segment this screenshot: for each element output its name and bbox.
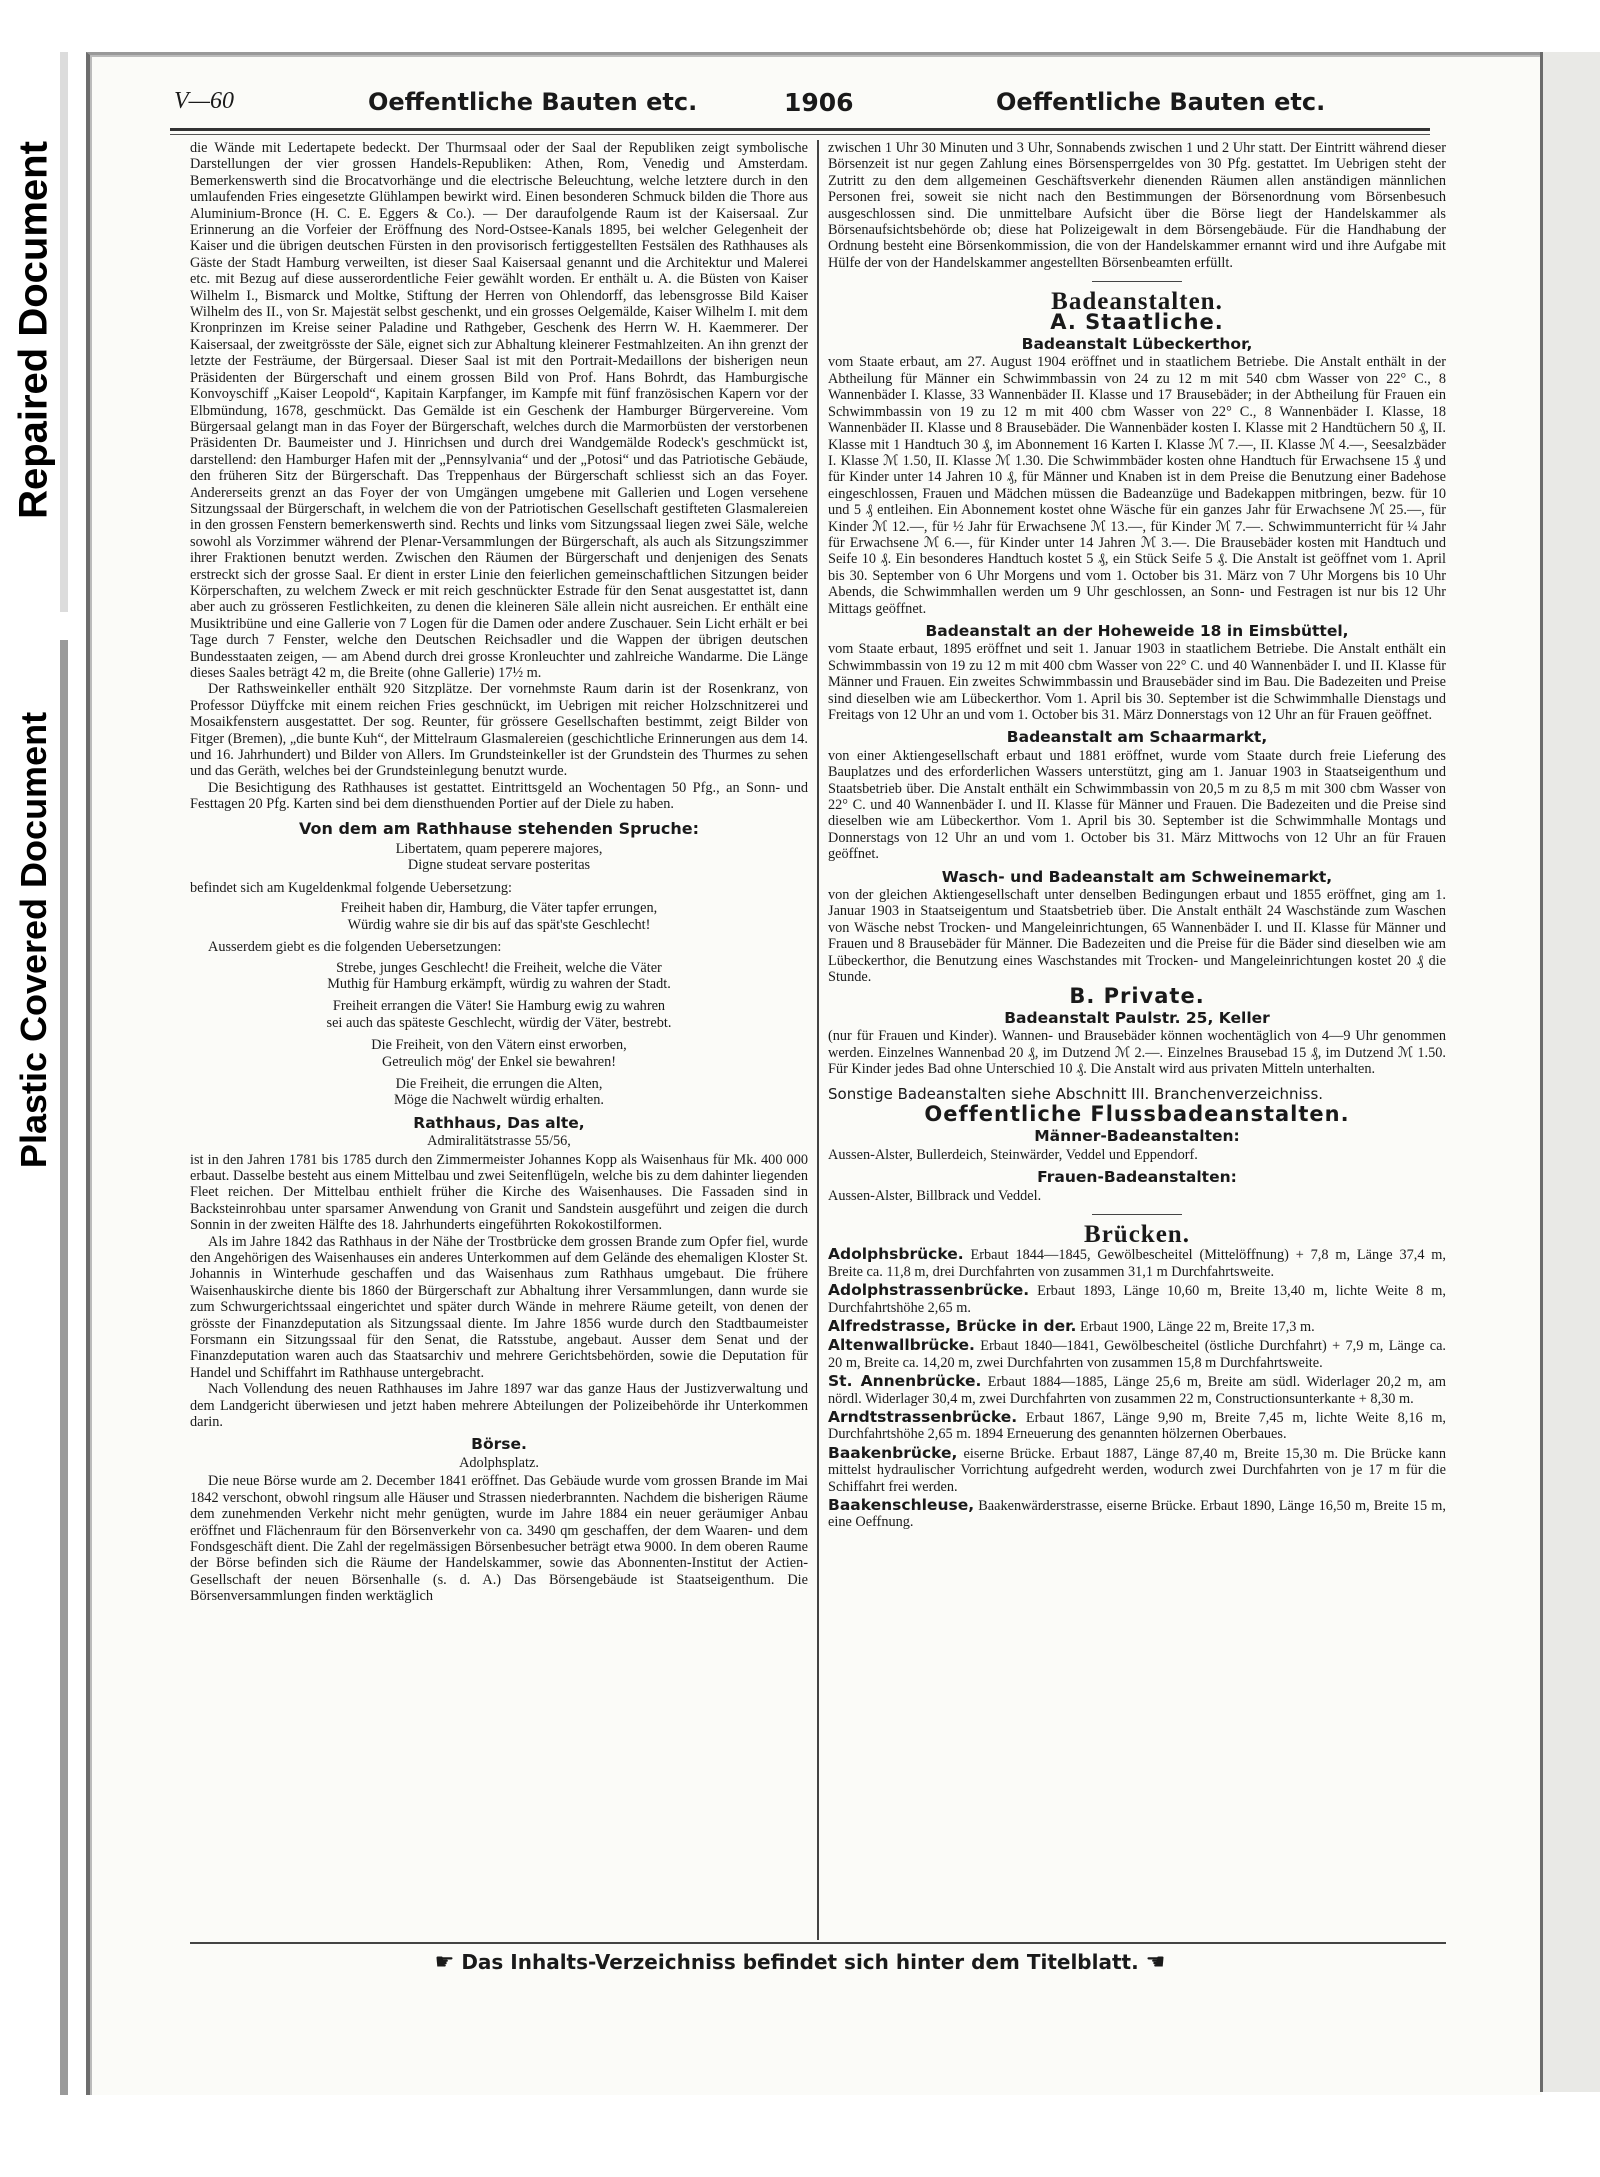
- cross-reference: Sonstige Badeanstalten siehe Abschnitt III. Branchenverzeichniss.: [828, 1084, 1324, 1103]
- rathhaus-alte-address: Admiralitätstrasse 55/56,: [427, 1133, 571, 1150]
- footer-rule: [190, 1942, 1446, 1944]
- bridge-text: Erbaut 1840—1841, Gewölbescheitel (östliche Durchfahrt) + 7,9 m, Länge ca. 20 m, Breite ca. 14,20 m, zwei Durchfahrten von zusammen 15,8 m Durchfahrtsweite.: [828, 1338, 1447, 1371]
- bridge-entry: [828, 1246, 1446, 1280]
- bridge-text: Erbaut 1893, Länge 10,60 m, Breite 13,40 m, lichte Weite 8 m, Durchfahrtshöhe 2,65 m.: [828, 1283, 1446, 1316]
- bath-description: (nur für Frauen und Kinder). Wannen- und Brausebäder können wochentäglich von 4—9 Uhr genommen werden. Einzelnes Wannenbad 20 ₰, im Dutzend ℳ 2.—. Einzelnes Brausebad 15 ₰, im Dutzend ℳ 1.50. Für Kinder jedes Bad ohne Unterschied 10 ₰. Die Anstalt wird aus privaten Mitteln unterhalten.: [828, 1028, 1446, 1078]
- spruch-heading: Von dem am Rathhause stehenden Spruche:: [298, 818, 700, 838]
- bridge-text: Baakenwärderstrasse, eiserne Brücke. Erbaut 1890, Länge 16,50 m, Breite 15 m, eine Oeffnung.: [828, 1498, 1446, 1531]
- bridge-text: Erbaut 1900, Länge 22 m, Breite 17,3 m.: [1080, 1319, 1315, 1335]
- paragraph: Die Besichtigung des Rathhauses ist gestattet. Eintrittsgeld an Wochentagen 50 Pfg., an Sonn- und Festtagen 20 Pfg. Karten sind bei dem diensthuenden Portier auf der Diele zu haben.: [190, 779, 808, 813]
- bridge-name: Adolphsbrücke.: [828, 1245, 964, 1264]
- bridge-entry: [828, 1318, 1446, 1335]
- column-divider: [817, 140, 819, 1940]
- section-divider: [1092, 281, 1182, 282]
- latin-verse: [190, 841, 808, 874]
- bridge-name: Baakenschleuse,: [828, 1496, 975, 1515]
- translation-1: [190, 960, 808, 993]
- paragraph: Die neue Börse wurde am 2. December 1841 eröffnet. Das Gebäude wurde vom grossen Brande im Mai 1842 verschont, obwohl ringsum alle Häuser und Strassen niederbrannten. Nachdem die bisherigen Räume dem zunehmenden Verkehr nicht mehr genügten, wurde im Jahre 1884 ein neuer geräumiger Anbau eröffnet und Flächenraum für den Börsenverkehr von ca. 3490 qm geschaffen, der dem Waaren- und dem Fondsgeschäft dient. Die Zahl der regelmässigen Börsenbesucher beträgt etwa 9000. In dem oberen Raume der Börse befinden sich die Räume der Handelskammer, sowie das Abonnenten-Institut der Actien-Gesellschaft der neuen Börsenhalle (s. d. A.) Das Börsengebäude ist Staatseigenthum. Die Börsenversammlungen finden werktäglich: [190, 1473, 808, 1605]
- bridge-name: St. Annenbrücke.: [828, 1372, 982, 1391]
- right-column: [828, 140, 1446, 1533]
- staatliche-heading: A. Staatliche.: [1050, 309, 1224, 334]
- verse-line: Würdig wahre sie dir bis auf das spät'ste Geschlecht!: [347, 916, 651, 933]
- bottom-margin: [0, 2095, 1600, 2177]
- translation-4: [190, 1076, 808, 1109]
- translation-3: [190, 1037, 808, 1070]
- header-year: 1906: [784, 88, 854, 117]
- bridge-entry: [828, 1445, 1446, 1495]
- sidebar: [0, 0, 68, 2177]
- header-rule-thin: [170, 134, 1430, 135]
- bridge-name: Arndtstrassenbrücke.: [828, 1408, 1018, 1427]
- translation-2: [190, 998, 808, 1031]
- bath-description: vom Staate erbaut, am 27. August 1904 eröffnet und in staatlichem Betriebe. Die Anstalt enthält in der Abtheilung für Männer ein Schwimmbassin von 24 zu 12 m mit 540 cbm Wasser von 22° C., 8 Wannenbäder I. Klasse, 33 Wannenbäder II. Klasse und 17 Brausebäder; in der Abtheilung für Frauen ein Schwimmbassin von 19 zu 12 m mit 400 cbm Wasser von 22° C., 8 Wannenbäder I. Klasse, 18 Wannenbäder II. Klasse und 8 Brausebäder. Die Wannenbäder kosten I. Klasse mit 2 Handtüchern 50 ₰, II. Klasse mit 1 Handtuch 30 ₰, im Abonnement 16 Karten I. Klasse ℳ 7.—, II. Klasse ℳ 4.—, Seesalzbäder I. Klasse ℳ 1.50, II. Klasse ℳ 1.30. Die Schwimmbäder kosten ohne Handtuch für Erwachsene 15 ₰ und für Kinder unter 14 Jahren 10 ₰, für Männer und Knaben ist in dem Preise die Benutzung einer Badehose eingeschlossen, Frauen und Mädchen müssen die Badeanzüge und Badekappen mitbringen, bezw. für 10 und 5 ₰ entleihen. Ein Abonnement kostet ohne Wäsche für ein ganzes Jahr für Erwachsene ℳ 25.—, für Kinder ℳ 12.—, für ½ Jahr für Erwachsene ℳ 13.—, für Kinder ℳ 7.—. Schwimmunterricht für ¼ Jahr für Erwachsene ℳ 6.—, für Kinder unter 14 Jahren ℳ 3.—. Die Brausebäder kosten mit Handtuch und Seife 10 ₰. Ein besonderes Handtuch kostet 5 ₰, ein Stück Seife 5 ₰. Die Anstalt ist geöffnet vom 1. April bis 30. September von 6 Uhr Morgens und vom 1. October bis 31. März von 7 Uhr Morgens bis 10 Uhr Abends, die Schwimmhallen werden um 9 Uhr geschlossen, an Sonn- und Festragen ist nur bis 12 Uhr Mittags geöffnet.: [828, 354, 1446, 617]
- bridge-entry: [828, 1373, 1446, 1407]
- bridge-text: Erbaut 1867, Länge 9,90 m, Breite 7,45 m, lichte Weite 8,16 m, Durchfahrtshöhe 2,65 m. 1894 Erneuerung des genannten hölzernen Oberbaues.: [828, 1410, 1447, 1443]
- bath-heading: Wasch- und Badeanstalt am Schweinemarkt,: [941, 867, 1333, 886]
- bridge-entry: [828, 1497, 1446, 1531]
- verse-line: Muthig für Hamburg erkämpft, würdig zu wahren der Stadt.: [327, 975, 671, 992]
- kugel-verse: [190, 900, 808, 933]
- badeanstalten-heading: Badeanstalten.: [1051, 288, 1223, 316]
- paragraph: Nach Vollendung des neuen Rathhauses im Jahre 1897 war das ganze Haus der Justizverwaltung und dem Landgericht überwiesen und jetzt haben mehrere Abteilungen der Polizeibehörde ihr Unterkommen darin.: [190, 1381, 808, 1431]
- boerse-heading: Börse.: [471, 1435, 527, 1454]
- verse-line: Freiheit errangen die Väter! Sie Hamburg ewig zu wahren: [332, 998, 666, 1015]
- bridge-name: Alfredstrasse, Brücke in der.: [828, 1317, 1077, 1335]
- bridge-name: Adolphstrassenbrücke.: [828, 1281, 1030, 1300]
- bridge-name: Altenwallbrücke.: [828, 1336, 975, 1355]
- kugel-intro: befindet sich am Kugeldenkmal folgende Uebersetzung:: [190, 879, 512, 896]
- header-title-right: Oeffentliche Bauten etc.: [996, 88, 1326, 116]
- bridge-name: Baakenbrücke,: [828, 1443, 958, 1462]
- left-column: [190, 140, 808, 1605]
- sidebar-divider-bottom: [60, 640, 68, 2100]
- verse-line: Freiheit haben dir, Hamburg, die Väter tapfer errungen,: [340, 900, 658, 917]
- bridge-entry: [828, 1337, 1446, 1371]
- frauen-list: Aussen-Alster, Billbrack und Veddel.: [828, 1187, 1042, 1204]
- verse-line: sei auch das späteste Geschlecht, würdig der Väter, bestrebt.: [326, 1014, 672, 1031]
- maenner-list: Aussen-Alster, Bullerdeich, Steinwärder, Veddel und Eppendorf.: [828, 1146, 1198, 1163]
- verse-line: Die Freiheit, von den Vätern einst erworben,: [371, 1037, 627, 1054]
- bridge-text: Erbaut 1884—1885, Länge 25,6 m, Breite am südl. Widerlager 20,2 m, am nördl. Widerlager 30,4 m, zwei Durchfahrten von zusammen 22 m, Constructionsunterkante + 8,30 m.: [828, 1374, 1446, 1407]
- bridge-entry: [828, 1282, 1446, 1316]
- verse-line: Die Freiheit, die errungen die Alten,: [395, 1075, 603, 1092]
- ausserdem-intro: Ausserdem giebt es die folgenden Uebersetzungen:: [208, 939, 502, 956]
- bridge-text: eiserne Brücke. Erbaut 1887, Länge 87,40 m, Breite 15,30 m. Die Brücke kann mittelst hydraulischer Vorrichtung aufgedreht werden, wodurch zwei Durchfahrten von je 17 m für die Schiffahrt frei werden.: [828, 1445, 1447, 1495]
- repaired-document-label: Repaired Document: [11, 141, 56, 519]
- sidebar-divider-top: [60, 52, 68, 612]
- verse-line: Libertatem, quam peperere majores,: [395, 841, 603, 858]
- frauen-heading: Frauen-Badeanstalten:: [1037, 1168, 1237, 1187]
- paragraph: Der Rathsweinkeller enthält 920 Sitzplätze. Der vornehmste Raum darin ist der Rosenkranz, von Professor Düyffcke mit einem reichen Fries geschnückt, im Uebrigen mit reicher Holzschnitzerei und Mosaikfenstern ausgestattet. Der sog. Reunter, für grössere Gesellschaften bestimmt, zeigt Bilder von Fitger (Bremen), „die bunte Kuh“, der Mittelraum Glasmalereien (geschichtliche Erinnerungen aus dem 14. und 16. Jahrhundert) und Bilder von Allers. Im Grundsteinkeller ist der Grundstein des Thurmes zu sehen und das Geräth, welches bei der Grundsteinlegung benutzt wurde.: [190, 681, 808, 780]
- verse-line: Digne studeat servare posteritas: [407, 857, 591, 874]
- header-title-left: Oeffentliche Bauten etc.: [368, 88, 698, 116]
- verse-line: Möge die Nachwelt würdig erhalten.: [393, 1092, 604, 1109]
- footer-note: [0, 1950, 1600, 1975]
- pointing-hand-right-icon: ☛: [434, 1950, 455, 1975]
- bath-description: vom Staate erbaut, 1895 eröffnet und seit 1. Januar 1903 in staatlichem Betriebe. Die Anstalt enthält ein Schwimmbassin von 19 zu 12 m mit 400 cbm Wasser von 22° C. und 40 Wannenbäder I. und II. Klasse für Männer und Frauen. Ein zweites Schwimmbassin und Brausebäder sind im Bau. Die Badezeiten und Preise sind dieselben wie am Lübeckerthor. Vom 1. April bis 30. September ist die Schwimmhalle Dienstags und Freitags von 12 Uhr an und vom 1. October bis 31. März Donnerstags von 12 Uhr an für Frauen geöffnet.: [828, 641, 1446, 723]
- boerse-address: Adolphsplatz.: [459, 1454, 539, 1471]
- pointing-hand-left-icon: ☚: [1145, 1950, 1166, 1975]
- private-heading: B. Private.: [1069, 983, 1205, 1008]
- bridge-entry: [828, 1409, 1446, 1443]
- header-rule: [170, 128, 1430, 131]
- fluss-heading: Oeffentliche Flussbadeanstalten.: [924, 1101, 1350, 1126]
- maenner-heading: Männer-Badeanstalten:: [1034, 1127, 1240, 1146]
- bruecken-heading: Brücken.: [1084, 1220, 1190, 1248]
- paragraph: ist in den Jahren 1781 bis 1785 durch den Zimmermeister Johannes Kopp als Waisenhaus für Mk. 400 000 erbaut. Dasselbe besteht aus einem Mittelbau und zwei Seitenflügeln, welche bis zu dem dahinter liegenden Fleet reichen. Der Mittelbau enthielt früher die Kirche des Waisenhauses. Die Fassaden sind in Backsteinrohbau unter sparsamer Anwendung von Granit und Sandstein ausgeführt und zeigen die durch Sonnin in der zweiten Hälfte des 18. Jahrhunderts eingeführten Rokokostilformen.: [190, 1151, 808, 1234]
- paragraph: die Wände mit Ledertapete bedeckt. Der Thurmsaal oder der Saal der Republiken zeigt symbolische Darstellungen der vier grossen Handels-Republiken: Athen, Rom, Venedig und Amsterdam. Bemerkenswerth sind die Brocatvorhänge und die electrische Beleuchtung, welche letztere durch in den umlaufenden Fries eingesetzte Glühlampen bewirkt wird. Einen besonderen Schmuck bilden die Thore aus Aluminium-Bronce (H. C. E. Eggers & Co.). — Der daraufolgende Raum ist der Kaisersaal. Zur Erinnerung an die Vorfeier der Eröffnung des Nord-Ostsee-Kanals 1895, bei welcher Gelegenheit der Kaiser und die übrigen deutschen Fürsten in den provisorisch fertiggestellten Festsälen des Rathhauses als Gäste der Stadt Hamburg verweilten, ist dieser Saal Kaisersaal genannt und die Architektur und Malerei etc. mit Bezug auf diese ausserordentliche Feier gewählt worden. Er enthält u. A. die Büsten von Kaiser Wilhelm I., Bismarck und Moltke, Stiftung der Herren von Ohlendorff, das lebensgrosse Bild Kaiser Wilhelm des II., von Sr. Majestät selbst geschenkt, und ein grosses Oelgemälde, Kaiser Wilhelm I. mit dem Kronprinzen im Kreise seiner Paladine und Rathgeber, Geschenk des Herrn W. H. Kaemmerer. Der Kaisersaal, der zweitgrösste der Säle, eignet sich zur Abhaltung kleinerer Festmahlzeiten. An ihn grenzt der letzte der Festräume, der Bürgersaal. Dieser Saal ist mit den Portrait-Medaillons der bisherigen neun Präsidenten der Bürgerschaft und einem grossen Bild von Prof. Hans Bohrdt, das Hamburgische Konvoyschiff „Kaiser Leopold“, Kapitain Karpfanger, im Kampfe mit fünf französischen Kapern vor der Elbmündung, 1678, geschmückt. Das Gemälde ist ein Geschenk der Hamburger Bürgervereine. Vom Bürgersaal gelangt man in das Foyer der Bürgerschaft, welches durch die Marmorbüsten der verstorbenen Präsidenten Dr. Baumeister und J. Hinrichsen und durch drei Wandgemälde Rodeck's geschmückt ist, darstellend: den Hamburger Hafen mit der „Pennsylvania“ und der „Potosi“ und das Patriotische Gebäude, den früheren Sitz der Bürgerschaft. Das Treppenhaus der Bürgerschaft schliesst sich an das Foyer. Andererseits grenzt an das Foyer der von Umgängen umgebene mit Gallerien und Logen versehene Sitzungssaal der Bürgerschaft, in welchem die von der Patriotischen Gesellschaft gestifteten Glasmalereien in den grossen Fenstern bemerkenswerth sind. Rechts und links vom Sitzungssaal liegen zwei Säle, welche sowohl als Vorzimmer während der Plenar-Versammlungen der Bürgerschaft, als auch als Sitzungszimmer ihrer Fraktionen benutzt werden. Zwischen den Räumen der Bürgerschaft und denjenigen des Senats erstreckt sich der grosse Saal. Er dient in erster Linie den feierlichen gemeinschaftlichen Sitzungen beider Körperschaften, zu welchem Zweck er mit reich geschnückter Estrade für den Senat ausgestattet ist, dann aber auch zu grösseren Festlichkeiten, zu denen die kleineren Säle allein nicht ausreichen. Er enthält eine Musiktribüne und eine Gallerie von 7 Logen für die Damen oder andere Zuschauer. Sein Licht erhält er bei Tage durch 7 Fenster, welche den Deutschen Reichsadler und die Wappen der übrigen deutschen Bundesstaaten zeigen, — am Abend durch drei grosse Kronleuchter und zahlreiche Wandarme. Die Länge dieses Saales beträgt 42 m, die Breite (ohne Gallerie) 17½ m.: [190, 140, 808, 681]
- bath-heading: Badeanstalt am Schaarmarkt,: [1006, 728, 1268, 747]
- bath-description: von einer Aktiengesellschaft erbaut und 1881 eröffnet, wurde vom Staate durch freie Lieferung des Bauplatzes und des erforderlichen Wassers unterstützt, ging am 1. Januar 1903 in Staatseigenthum und Staatsbetrieb über. Die Anstalt enthält ein Schwimmbassin von 20,5 m zu 8,5 m mit 300 cbm Wasser von 22° C. und 40 Wannenbäder I. und II. Klasse für Männer und Frauen. Die Badezeiten und die Preise sind dieselben wie am Lübeckerthor. Vom 1. April bis 30. September ist die Schwimmhalle Montags und Donnerstags von 12 Uhr an und vom 1. October bis 31. März Mittwochs von 12 Uhr an für Frauen geöffnet.: [828, 747, 1446, 863]
- verse-line: Strebe, junges Geschlecht! die Freiheit, welche die Väter: [336, 959, 662, 976]
- section-divider: [1092, 1214, 1182, 1215]
- plastic-covered-document-label: Plastic Covered Document: [13, 711, 54, 1169]
- bath-heading: Badeanstalt Lübeckerthor,: [1021, 335, 1253, 354]
- paragraph: zwischen 1 Uhr 30 Minuten und 3 Uhr, Sonnabends zwischen 1 und 2 Uhr statt. Der Eintritt während dieser Börsenzeit ist nur gegen Zahlung eines Börsensperrgeldes von 30 Pfg. gestattet. Im Uebrigen steht der Zutritt zu den dem allgemeinen Geschäftsverkehr dienenden Räumen allen anständigen männlichen Personen frei, soweit sie nicht nach den Bestimmungen der Börsenordnung vom Börsenbesuch ausgeschlossen sind. Die unmittelbare Aufsicht über die Börse liegt der Handelskammer als Börsenaufsichtsbehörde ob; diese hat Polizeigewalt in dem Börsengebäude. Für die Handhabung der Ordnung besteht eine Börsenkommission, die von der Handelskammer ernannt wird und ihre Aufgabe mit Hülfe der von der Handelskammer angestellten Börsenbeamten erfüllt.: [828, 140, 1446, 271]
- bridge-text: Erbaut 1844—1845, Gewölbescheitel (Mittelöffnung) + 7,8 m, Länge 37,4 m, Breite ca. 11,8 m, drei Durchfahrten von zusammen 31,1 m Durchfahrtsweite.: [828, 1247, 1446, 1280]
- verse-line: Getreulich mög' der Enkel sie bewahren!: [381, 1053, 616, 1070]
- bath-heading: Badeanstalt an der Hoheweide 18 in Eimsbüttel,: [925, 621, 1349, 640]
- footer-text: Das Inhalts-Verzeichniss befindet sich hinter dem Titelblatt.: [461, 1950, 1139, 1974]
- next-page-edge: [1540, 52, 1600, 2092]
- page-header: [0, 88, 1600, 124]
- paragraph: Als im Jahre 1842 das Rathhaus in der Nähe der Trostbrücke dem grossen Brande zum Opfer fiel, wurde den Angehörigen des Waisenhauses ein anderes Unterkommen auf dem Gelände des ehemaligen Kloster St. Johannis in Winterhude geschaffen und das Waisenhaus zum Rathhaus umgebaut. Die frühere Waisenhauskirche diente bis 1860 der Bürgerschaft zur Abhaltung ihrer Versammlungen, dann wurde sie zum Schwurgerichtssaal eingerichtet und später durch Wände in mehrere Räume geteilt, von denen der grösste der Finanzdeputation als Sitzungssaal diente. Im Jahre 1856 wurde durch den Stadtbaumeister Forsmann ein Sitzungssaal für den Senat, die Ratsstube, angebaut. Ausser dem Senat und der Finanzdeputation waren auch das Staatsarchiv und mehrere Gerichtsbehörden, sowie die Deputation für Handel und Schiffahrt im Rathhause untergebracht.: [190, 1233, 808, 1381]
- bath-heading: Badeanstalt Paulstr. 25, Keller: [1004, 1008, 1270, 1027]
- page-number: V—60: [174, 88, 234, 114]
- bath-description: von der gleichen Aktiengesellschaft unter denselben Bedingungen erbaut und 1855 eröffnet, ging am 1. Januar 1903 in Staatseigentum und Staatsbetrieb über. Die Anstalt enthält 24 Waschstände zum Waschen von Wäsche nebst Trocken- und Mangeleinrichtungen, 65 Wannenbäder I. und II. Klasse für Männer und Frauen und 8 Brausebäder für Männer. Die Badezeiten und die Preise für die Bäder sind dieselben wie am Lübeckerthor, die Benutzung eines Waschstandes mit Trocken- und Mangeleinrichtungen kostet 20 ₰ die Stunde.: [828, 887, 1446, 986]
- rathhaus-alte-heading: Rathhaus, Das alte,: [413, 1113, 585, 1132]
